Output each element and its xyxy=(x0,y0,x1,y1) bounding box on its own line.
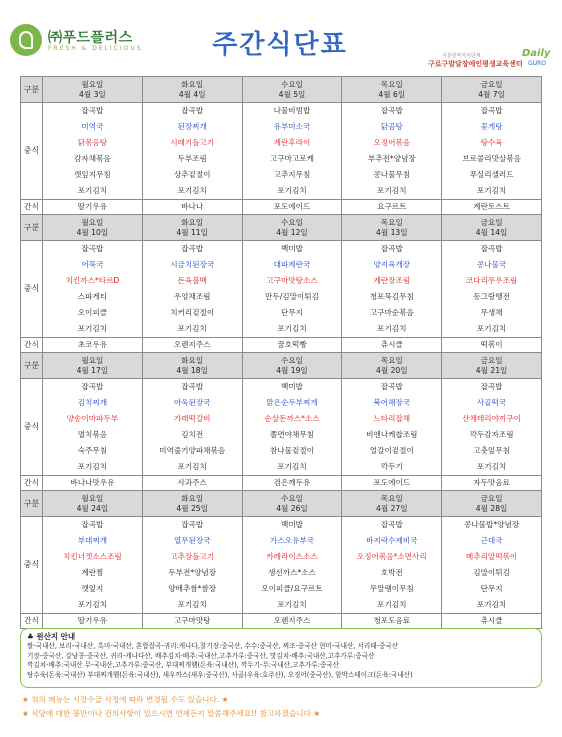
menu-item: 부대찌개 xyxy=(43,533,143,549)
menu-item: 감자채볶음 xyxy=(43,151,143,167)
menu-item: 포기김치 xyxy=(442,183,542,200)
menu-item: 잡곡밥 xyxy=(442,103,542,120)
day-name: 월요일 xyxy=(81,79,104,89)
menu-item: 근대국 xyxy=(442,533,542,549)
menu-item: 메추리알떡볶이 xyxy=(442,549,542,565)
day-header xyxy=(342,353,442,379)
menu-item: 닭곰탕 xyxy=(342,119,442,135)
snack-item: 포도에이드 xyxy=(242,200,342,215)
menu-item: 사골떡국 xyxy=(442,395,542,411)
lunch-row xyxy=(21,379,542,396)
snack-item: 사과주스 xyxy=(142,476,242,491)
menu-item: 백미밥 xyxy=(242,517,342,534)
menu-item: 포기김치 xyxy=(43,597,143,614)
lunch-row xyxy=(21,597,542,614)
weekly-menu-table xyxy=(20,76,542,629)
day-name: 목요일 xyxy=(380,79,403,89)
leaf-logo-icon xyxy=(10,24,42,56)
menu-item: 잡곡밥 xyxy=(442,241,542,258)
menu-item: 가스오유부국 xyxy=(242,533,342,549)
menu-item: 잡곡밥 xyxy=(342,517,442,534)
week-header-row xyxy=(21,491,542,517)
lunch-label: 중식 xyxy=(21,517,43,614)
menu-item: 포기김치 xyxy=(342,321,442,338)
menu-item: 치커리겉절이 xyxy=(142,305,242,321)
snack-item: 계란토스트 xyxy=(442,200,542,215)
menu-item: 잡곡밥 xyxy=(342,103,442,120)
day-date: 4월 6일 xyxy=(378,89,406,99)
menu-item: 잡곡밥 xyxy=(43,379,143,396)
menu-item: 깻잎지 xyxy=(43,581,143,597)
menu-item: 포기김치 xyxy=(142,183,242,200)
snack-item: 검은깨두유 xyxy=(242,476,342,491)
menu-item: 된장찌개 xyxy=(142,119,242,135)
day-header xyxy=(142,491,242,517)
lunch-row xyxy=(21,241,542,258)
lunch-row xyxy=(21,459,542,476)
week-header-row xyxy=(21,353,542,379)
menu-item: 포기김치 xyxy=(442,321,542,338)
menu-item: 포기김치 xyxy=(242,321,342,338)
menu-item: 느타리잡채 xyxy=(342,411,442,427)
day-header xyxy=(43,77,143,103)
snack-label: 간식 xyxy=(21,614,43,629)
menu-item: 잡곡밥 xyxy=(142,103,242,120)
day-date: 4월 5일 xyxy=(278,89,306,99)
menu-item: 잡곡밥 xyxy=(43,103,143,120)
center-logo-brand: Daily xyxy=(522,48,551,59)
menu-item: 산채테리야끼구이 xyxy=(442,411,542,427)
day-name: 화요일 xyxy=(181,79,204,89)
week-header-row xyxy=(21,77,542,103)
snack-item: 초코우유 xyxy=(43,338,143,353)
day-header xyxy=(43,353,143,379)
menu-item: 꽃게탕 xyxy=(442,119,542,135)
lunch-row xyxy=(21,151,542,167)
menu-item: 순살돈까스*소스 xyxy=(242,411,342,427)
day-header xyxy=(242,215,342,241)
origin-heading: ♣ 원산지 안내 xyxy=(27,632,76,641)
day-name: 금요일 xyxy=(480,355,503,365)
day-header xyxy=(43,491,143,517)
menu-item: 만두/김말이튀김 xyxy=(242,289,342,305)
menu-item: 바지락수제비국 xyxy=(342,533,442,549)
menu-item: 계란찜 xyxy=(43,565,143,581)
menu-item: 동그랑땡전 xyxy=(442,289,542,305)
menu-item: 스파게티 xyxy=(43,289,143,305)
menu-item: 고구마맛탕소스 xyxy=(242,273,342,289)
lunch-row xyxy=(21,427,542,443)
day-name: 목요일 xyxy=(380,217,403,227)
menu-item: 잡곡밥 xyxy=(342,241,442,258)
lunch-row xyxy=(21,103,542,120)
lunch-label: 중식 xyxy=(21,103,43,200)
gubun-label: 구분 xyxy=(21,491,43,517)
day-date: 4월 3일 xyxy=(79,89,106,99)
menu-item: 참나물겉절이 xyxy=(242,443,342,459)
menu-item: 카레라이스소스 xyxy=(242,549,342,565)
menu-item: 비엔나케찹조림 xyxy=(342,427,442,443)
day-date: 4월 10일 xyxy=(76,227,109,237)
origin-line: 깍김치-배추:국내산 무-국내산,고추가루:중국산, 부대찌개햄(돈육:국내산), 깍두기-무:국내산,고추가루:중국산 xyxy=(27,661,339,669)
snack-item: 포도에이드 xyxy=(342,476,442,491)
center-logo-line1: 서울광역자치단체 xyxy=(442,53,481,59)
menu-item: 포기김치 xyxy=(142,321,242,338)
day-name: 수요일 xyxy=(280,355,303,365)
menu-item: 상추겉절이 xyxy=(142,167,242,183)
snack-item: 딸기우유 xyxy=(43,614,143,629)
day-date: 4월 21일 xyxy=(475,365,508,375)
footnote-change: ★ 위의 메뉴는 시장수급 사정에 따라 변경될 수도 있습니다. ★ xyxy=(22,695,229,704)
origin-line: 쌀-국내산, 보리-국내산, 흑미-국내산, 혼합잡곡-귀리:캐나다,찰기장:중국산, 수수:중국산, 찌조-중국산 현미-국내산, 서리태-중국산 xyxy=(27,642,399,650)
menu-item: 콩나물무침 xyxy=(342,167,442,183)
logo-subtitle: FRESH & DELICIOUS xyxy=(48,45,143,52)
menu-item: 콩나물밥*양념장 xyxy=(442,517,542,534)
menu-item: 백미밥 xyxy=(242,379,342,396)
menu-item: 포기김치 xyxy=(142,459,242,476)
menu-item: 고춧잎무침 xyxy=(442,443,542,459)
origin-line: 탕수육(돈육:국내산) 부대찌개햄(돈육:국내산), 새우까스(새우:중국산), 사골(우육:호주산), 오징어(중국산), 함박스테이크(돈육:국내산) xyxy=(27,670,413,679)
menu-item: 치킨까스*타르D xyxy=(43,273,143,289)
logo-name: ㈜푸드플러스 xyxy=(48,30,133,46)
menu-item: 아욱된장국 xyxy=(142,395,242,411)
menu-item: 고구마고로케 xyxy=(242,151,342,167)
menu-item: 닭볶음탕 xyxy=(43,135,143,151)
menu-item: 무말랭이무침 xyxy=(342,581,442,597)
day-name: 화요일 xyxy=(181,493,204,503)
menu-item: 포기김치 xyxy=(242,459,342,476)
menu-item: 깍두기 xyxy=(342,459,442,476)
menu-item: 고구마순볶음 xyxy=(342,305,442,321)
snack-label: 간식 xyxy=(21,476,43,491)
lunch-row xyxy=(21,119,542,135)
menu-item: 청포묵김무침 xyxy=(342,289,442,305)
day-header xyxy=(442,215,542,241)
menu-item: 포기김치 xyxy=(43,321,143,338)
snack-item: 오렌지주스 xyxy=(142,338,242,353)
day-name: 월요일 xyxy=(81,355,104,365)
day-date: 4월 4일 xyxy=(178,89,206,99)
menu-item: 계란후라이 xyxy=(242,135,342,151)
day-date: 4월 28일 xyxy=(475,503,508,513)
snack-item: 바나나맛우유 xyxy=(43,476,143,491)
menu-item: 포기김치 xyxy=(342,183,442,200)
lunch-row xyxy=(21,257,542,273)
menu-item: 백미밥 xyxy=(242,241,342,258)
menu-item: 콩나물국 xyxy=(442,257,542,273)
menu-item: 잡곡밥 xyxy=(142,379,242,396)
lunch-row xyxy=(21,289,542,305)
menu-item: 계란장조림 xyxy=(342,273,442,289)
lunch-row xyxy=(21,581,542,597)
snack-row xyxy=(21,338,542,353)
menu-item: 탕수육 xyxy=(442,135,542,151)
day-name: 화요일 xyxy=(181,355,204,365)
menu-item: 오징어볶음 xyxy=(342,135,442,151)
menu-item: 미역줄기양파채볶음 xyxy=(142,443,242,459)
menu-item: 우엉채조림 xyxy=(142,289,242,305)
menu-item: 코다리무우조림 xyxy=(442,273,542,289)
day-name: 화요일 xyxy=(181,217,204,227)
day-header xyxy=(142,353,242,379)
lunch-row xyxy=(21,565,542,581)
day-date: 4월 19일 xyxy=(276,365,308,375)
menu-item: 깻잎지무침 xyxy=(43,167,143,183)
menu-item: 단무지 xyxy=(442,581,542,597)
menu-item: 잡곡밥 xyxy=(43,241,143,258)
snack-item: 자두맛음료 xyxy=(442,476,542,491)
menu-item: 김말이튀김 xyxy=(442,565,542,581)
menu-item: 미역국 xyxy=(43,119,143,135)
day-date: 4월 24일 xyxy=(76,503,109,513)
day-name: 목요일 xyxy=(380,493,403,503)
menu-item: 생선까스*소스 xyxy=(242,565,342,581)
menu-item: 김치찌개 xyxy=(43,395,143,411)
day-date: 4월 14일 xyxy=(475,227,508,237)
snack-label: 간식 xyxy=(21,338,43,353)
company-logo xyxy=(8,24,168,58)
menu-item: 나물비빔밥 xyxy=(242,103,342,120)
lunch-row xyxy=(21,167,542,183)
menu-item: 포기김치 xyxy=(43,183,143,200)
day-date: 4월 7일 xyxy=(478,89,505,99)
day-header xyxy=(442,353,542,379)
menu-item: 북어해장국 xyxy=(342,395,442,411)
lunch-row xyxy=(21,411,542,427)
menu-item: 맑은순두부찌개 xyxy=(242,395,342,411)
center-logo-brand-sub: GURO xyxy=(528,60,546,67)
snack-row xyxy=(21,200,542,215)
menu-item: 열무된장국 xyxy=(142,533,242,549)
menu-item: 무생채 xyxy=(442,305,542,321)
day-name: 월요일 xyxy=(81,493,104,503)
menu-item: 고추장돌고기 xyxy=(142,549,242,565)
snack-item: 고구마맛탕 xyxy=(142,614,242,629)
menu-item: 잡곡밥 xyxy=(142,517,242,534)
menu-item: 유부미소국 xyxy=(242,119,342,135)
menu-item: 포기김치 xyxy=(43,459,143,476)
day-header xyxy=(442,77,542,103)
day-date: 4월 13일 xyxy=(375,227,408,237)
menu-item: 대파계란국 xyxy=(242,257,342,273)
lunch-row xyxy=(21,533,542,549)
day-date: 4월 20일 xyxy=(375,365,408,375)
menu-item: 치킨너겟소스조림 xyxy=(43,549,143,565)
day-header xyxy=(242,353,342,379)
day-header xyxy=(342,491,442,517)
menu-item: 오징어볶음*소면사리 xyxy=(342,549,442,565)
day-name: 목요일 xyxy=(380,355,403,365)
day-header xyxy=(342,215,442,241)
day-name: 수요일 xyxy=(280,79,303,89)
menu-item: 깍두감자조림 xyxy=(442,427,542,443)
menu-item: 포기김치 xyxy=(442,459,542,476)
day-name: 금요일 xyxy=(480,493,503,503)
menu-item: 포기김치 xyxy=(342,597,442,614)
day-date: 4월 18일 xyxy=(176,365,208,375)
day-header xyxy=(342,77,442,103)
menu-item: 숙주무침 xyxy=(43,443,143,459)
lunch-row xyxy=(21,135,542,151)
menu-item: 호박전 xyxy=(342,565,442,581)
origin-line: 기장-중국산, 강낭콩-중국산, 귀리-캐나다산, 배추김치-배추:국내산,고추가루:중국산, 맛김치-배추:국내산,고추가루:중국산 xyxy=(27,651,375,660)
footnote-feedback: ★ 식당에 대한 불만이나 건의사항이 있으시면 언제든지 말씀해주세요!! 참고하겠습니다 ★ xyxy=(22,709,321,718)
menu-item: 멸치볶음 xyxy=(43,427,143,443)
day-name: 월요일 xyxy=(81,217,104,227)
gubun-label: 구분 xyxy=(21,215,43,241)
lunch-row xyxy=(21,183,542,200)
menu-item: 얼갈이겉절이 xyxy=(342,443,442,459)
page-title: 주간식단표 xyxy=(212,30,348,60)
menu-item: 돈육불백 xyxy=(142,273,242,289)
snack-item: 꿀호떡빵 xyxy=(242,338,342,353)
lunch-row xyxy=(21,549,542,565)
day-header xyxy=(43,215,143,241)
menu-item: 김치전 xyxy=(142,427,242,443)
lunch-label: 중식 xyxy=(21,241,43,338)
snack-item: 요구르트 xyxy=(342,200,442,215)
day-date: 4월 25일 xyxy=(176,503,208,513)
snack-item: 딸기우유 xyxy=(43,200,143,215)
menu-item: 잡곡밥 xyxy=(43,517,143,534)
origin-notice xyxy=(20,628,542,688)
menu-item: 브로콜리맛살볶음 xyxy=(442,151,542,167)
menu-item: 양지육개장 xyxy=(342,257,442,273)
snack-item: 츄시클 xyxy=(342,338,442,353)
day-header xyxy=(142,215,242,241)
menu-item: 두부전*양념장 xyxy=(142,565,242,581)
day-header xyxy=(142,77,242,103)
lunch-row xyxy=(21,321,542,338)
menu-item: 잡곡밥 xyxy=(142,241,242,258)
day-date: 4월 12일 xyxy=(276,227,308,237)
menu-item: 양송이마파두부 xyxy=(43,411,143,427)
menu-item: 포기김치 xyxy=(442,597,542,614)
snack-row xyxy=(21,476,542,491)
menu-item: 잡곡밥 xyxy=(442,379,542,396)
menu-item: 어묵국 xyxy=(43,257,143,273)
snack-item: 바나나 xyxy=(142,200,242,215)
day-date: 4월 11일 xyxy=(176,227,208,237)
day-header xyxy=(442,491,542,517)
center-logo-name: 구로구발달장애인평생교육센터 xyxy=(428,60,523,68)
lunch-row xyxy=(21,395,542,411)
menu-item: 단무지 xyxy=(242,305,342,321)
menu-item: 시래기돌고기 xyxy=(142,135,242,151)
menu-item: 부추전*양념장 xyxy=(342,151,442,167)
menu-item: 푸실리샐러드 xyxy=(442,167,542,183)
menu-item: 포기김치 xyxy=(242,597,342,614)
snack-item: 떡볶이 xyxy=(442,338,542,353)
day-name: 수요일 xyxy=(280,217,303,227)
menu-item: 오이피클/요구르트 xyxy=(242,581,342,597)
menu-item: 쫄면야채무침 xyxy=(242,427,342,443)
menu-item: 잡곡밥 xyxy=(342,379,442,396)
day-header xyxy=(242,491,342,517)
lunch-row xyxy=(21,305,542,321)
day-name: 수요일 xyxy=(280,493,303,503)
menu-item: 고추지무침 xyxy=(242,167,342,183)
menu-item: 두부조림 xyxy=(142,151,242,167)
snack-row xyxy=(21,614,542,629)
day-date: 4월 17일 xyxy=(76,365,109,375)
menu-item: 오이피클 xyxy=(43,305,143,321)
menu-item: 시금치된장국 xyxy=(142,257,242,273)
lunch-row xyxy=(21,443,542,459)
lunch-row xyxy=(21,517,542,534)
menu-item: 가래떡갈비 xyxy=(142,411,242,427)
snack-item: 츄시클 xyxy=(442,614,542,629)
day-name: 금요일 xyxy=(480,79,503,89)
day-date: 4월 27일 xyxy=(375,503,408,513)
snack-item: 오렌지주스 xyxy=(242,614,342,629)
menu-item: 양배추쌈*쌈장 xyxy=(142,581,242,597)
center-logo xyxy=(424,48,554,72)
snack-label: 간식 xyxy=(21,200,43,215)
day-header xyxy=(242,77,342,103)
day-name: 금요일 xyxy=(480,217,503,227)
lunch-row xyxy=(21,273,542,289)
week-header-row xyxy=(21,215,542,241)
day-date: 4월 26일 xyxy=(276,503,308,513)
menu-item: 포기김치 xyxy=(142,597,242,614)
gubun-label: 구분 xyxy=(21,77,43,103)
lunch-label: 중식 xyxy=(21,379,43,476)
snack-item: 청포도음료 xyxy=(342,614,442,629)
menu-item: 포기김치 xyxy=(242,183,342,200)
gubun-label: 구분 xyxy=(21,353,43,379)
